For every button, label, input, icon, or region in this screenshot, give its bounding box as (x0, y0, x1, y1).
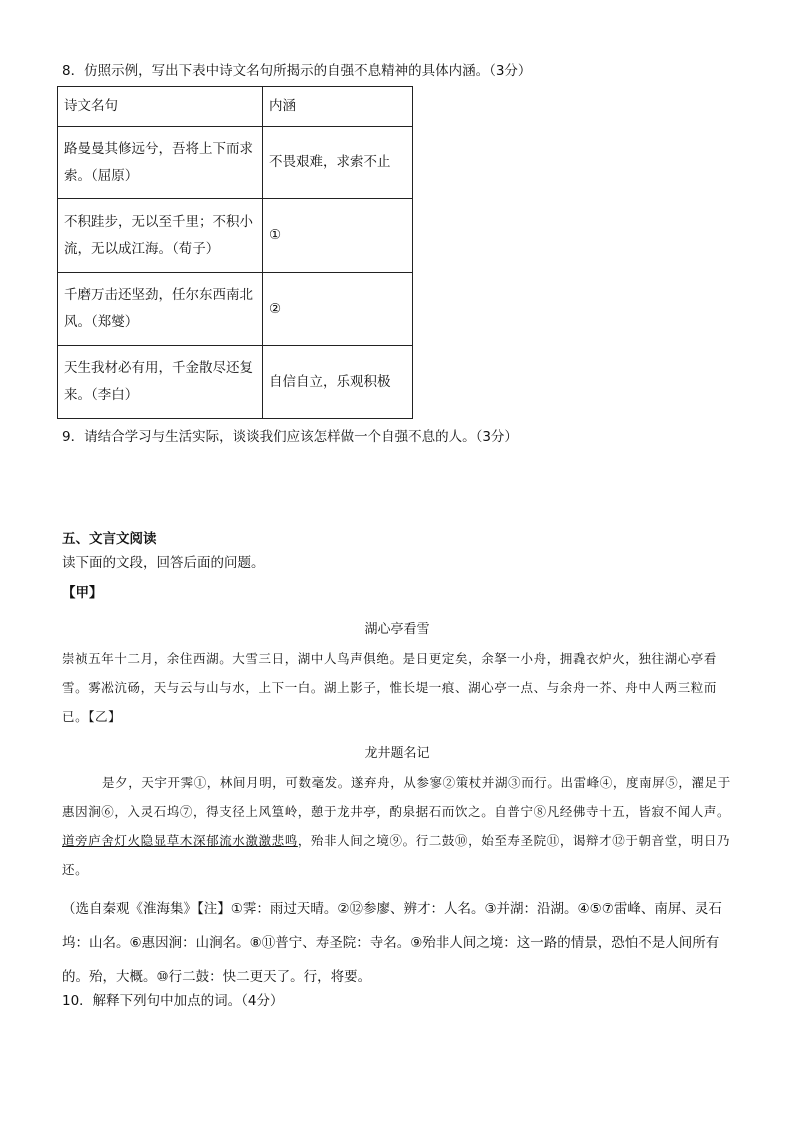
annotation-note: （选自秦观《淮海集》【注】①霁：雨过天晴。②⑫参廖、辨才：人名。③并湖：沿湖。④⑤⑦雷峰、南屏、灵石坞：山名。⑥惠因涧：山涧名。⑧⑪普宁、寿圣院：寺名。⑨殆非人间之境：这一路的情景，恐怕不是人间所有的。殆，大概。⑩行二鼓：快二更天了。行，将要。 (62, 901, 722, 985)
meaning-cell: ② (263, 273, 413, 346)
table-header-row (58, 87, 413, 127)
meaning-cell: ① (263, 199, 413, 273)
passage-yi-part2: ，殆非人间之境⑨。行二鼓⑩，始至寿圣院⑪，谒辩才⑫于朝音堂，明日乃还。 (62, 833, 731, 877)
verse-cell: 天生我材必有用，千金散尽还复来。（李白） (58, 346, 263, 419)
header-meaning: 内涵 (263, 87, 413, 127)
question-8: 8．仿照示例，写出下表中诗文名句所揭示的自强不息精神的具体内涵。（3分） (62, 63, 532, 79)
passage-yi-part1: 是夕，天宇开霁①，林间月明，可数毫发。遂弃舟，从参寥②策杖并湖③而行。出雷峰④，度南屏⑤，濯足于惠因涧⑥，入灵石坞⑦，得支径上风篁岭，憩于龙井亭，酌泉据石而饮之。自普宁⑧凡经佛寺十五，皆寂不闻人声。 (62, 775, 731, 819)
question-9: 9．请结合学习与生活实际，谈谈我们应该怎样做一个自强不息的人。（3分） (62, 429, 518, 445)
verse-cell: 不积跬步，无以至千里；不积小流，无以成江海。（荀子） (58, 199, 263, 273)
verse-cell: 路曼曼其修远兮，吾将上下而求索。（屈原） (58, 127, 263, 199)
underlined-sentence: 道旁庐舍灯火隐显草木深郁流水激激悲鸣 (62, 833, 298, 848)
verse-cell: 千磨万击还坚劲，任尔东西南北风。（郑燮） (58, 273, 263, 346)
passage-yi-title: 龙井题名记 (364, 746, 430, 761)
passage-jia-title: 湖心亭看雪 (364, 622, 430, 637)
passage-jia-text: 崇祯五年十二月，余住西湖。大雪三日，湖中人鸟声俱绝。是日更定矣，余拏一小舟，拥毳衣炉火，独往湖心亭看雪。雾凇沆砀，天与云与山与水，上下一白。湖上影子，惟长堤一痕、湖心亭一点、与余舟一芥、舟中人两三粒而已。【乙】 (62, 651, 718, 724)
table-row (58, 273, 413, 346)
header-verse: 诗文名句 (58, 87, 263, 127)
section-instruction: 读下面的文段，回答后面的问题。 (62, 555, 265, 571)
table-row (58, 346, 413, 419)
table-row (58, 199, 413, 273)
question-10: 10．解释下列句中加点的词。（4分） (62, 993, 284, 1009)
table-row (58, 127, 413, 199)
passage-jia-label: 【甲】 (62, 585, 103, 601)
meaning-cell: 不畏艰难，求索不止 (263, 127, 413, 199)
poem-table (57, 86, 413, 419)
meaning-cell: 自信自立，乐观积极 (263, 346, 413, 419)
passage-yi-text (62, 768, 736, 884)
section-title: 五、文言文阅读 (62, 531, 157, 547)
